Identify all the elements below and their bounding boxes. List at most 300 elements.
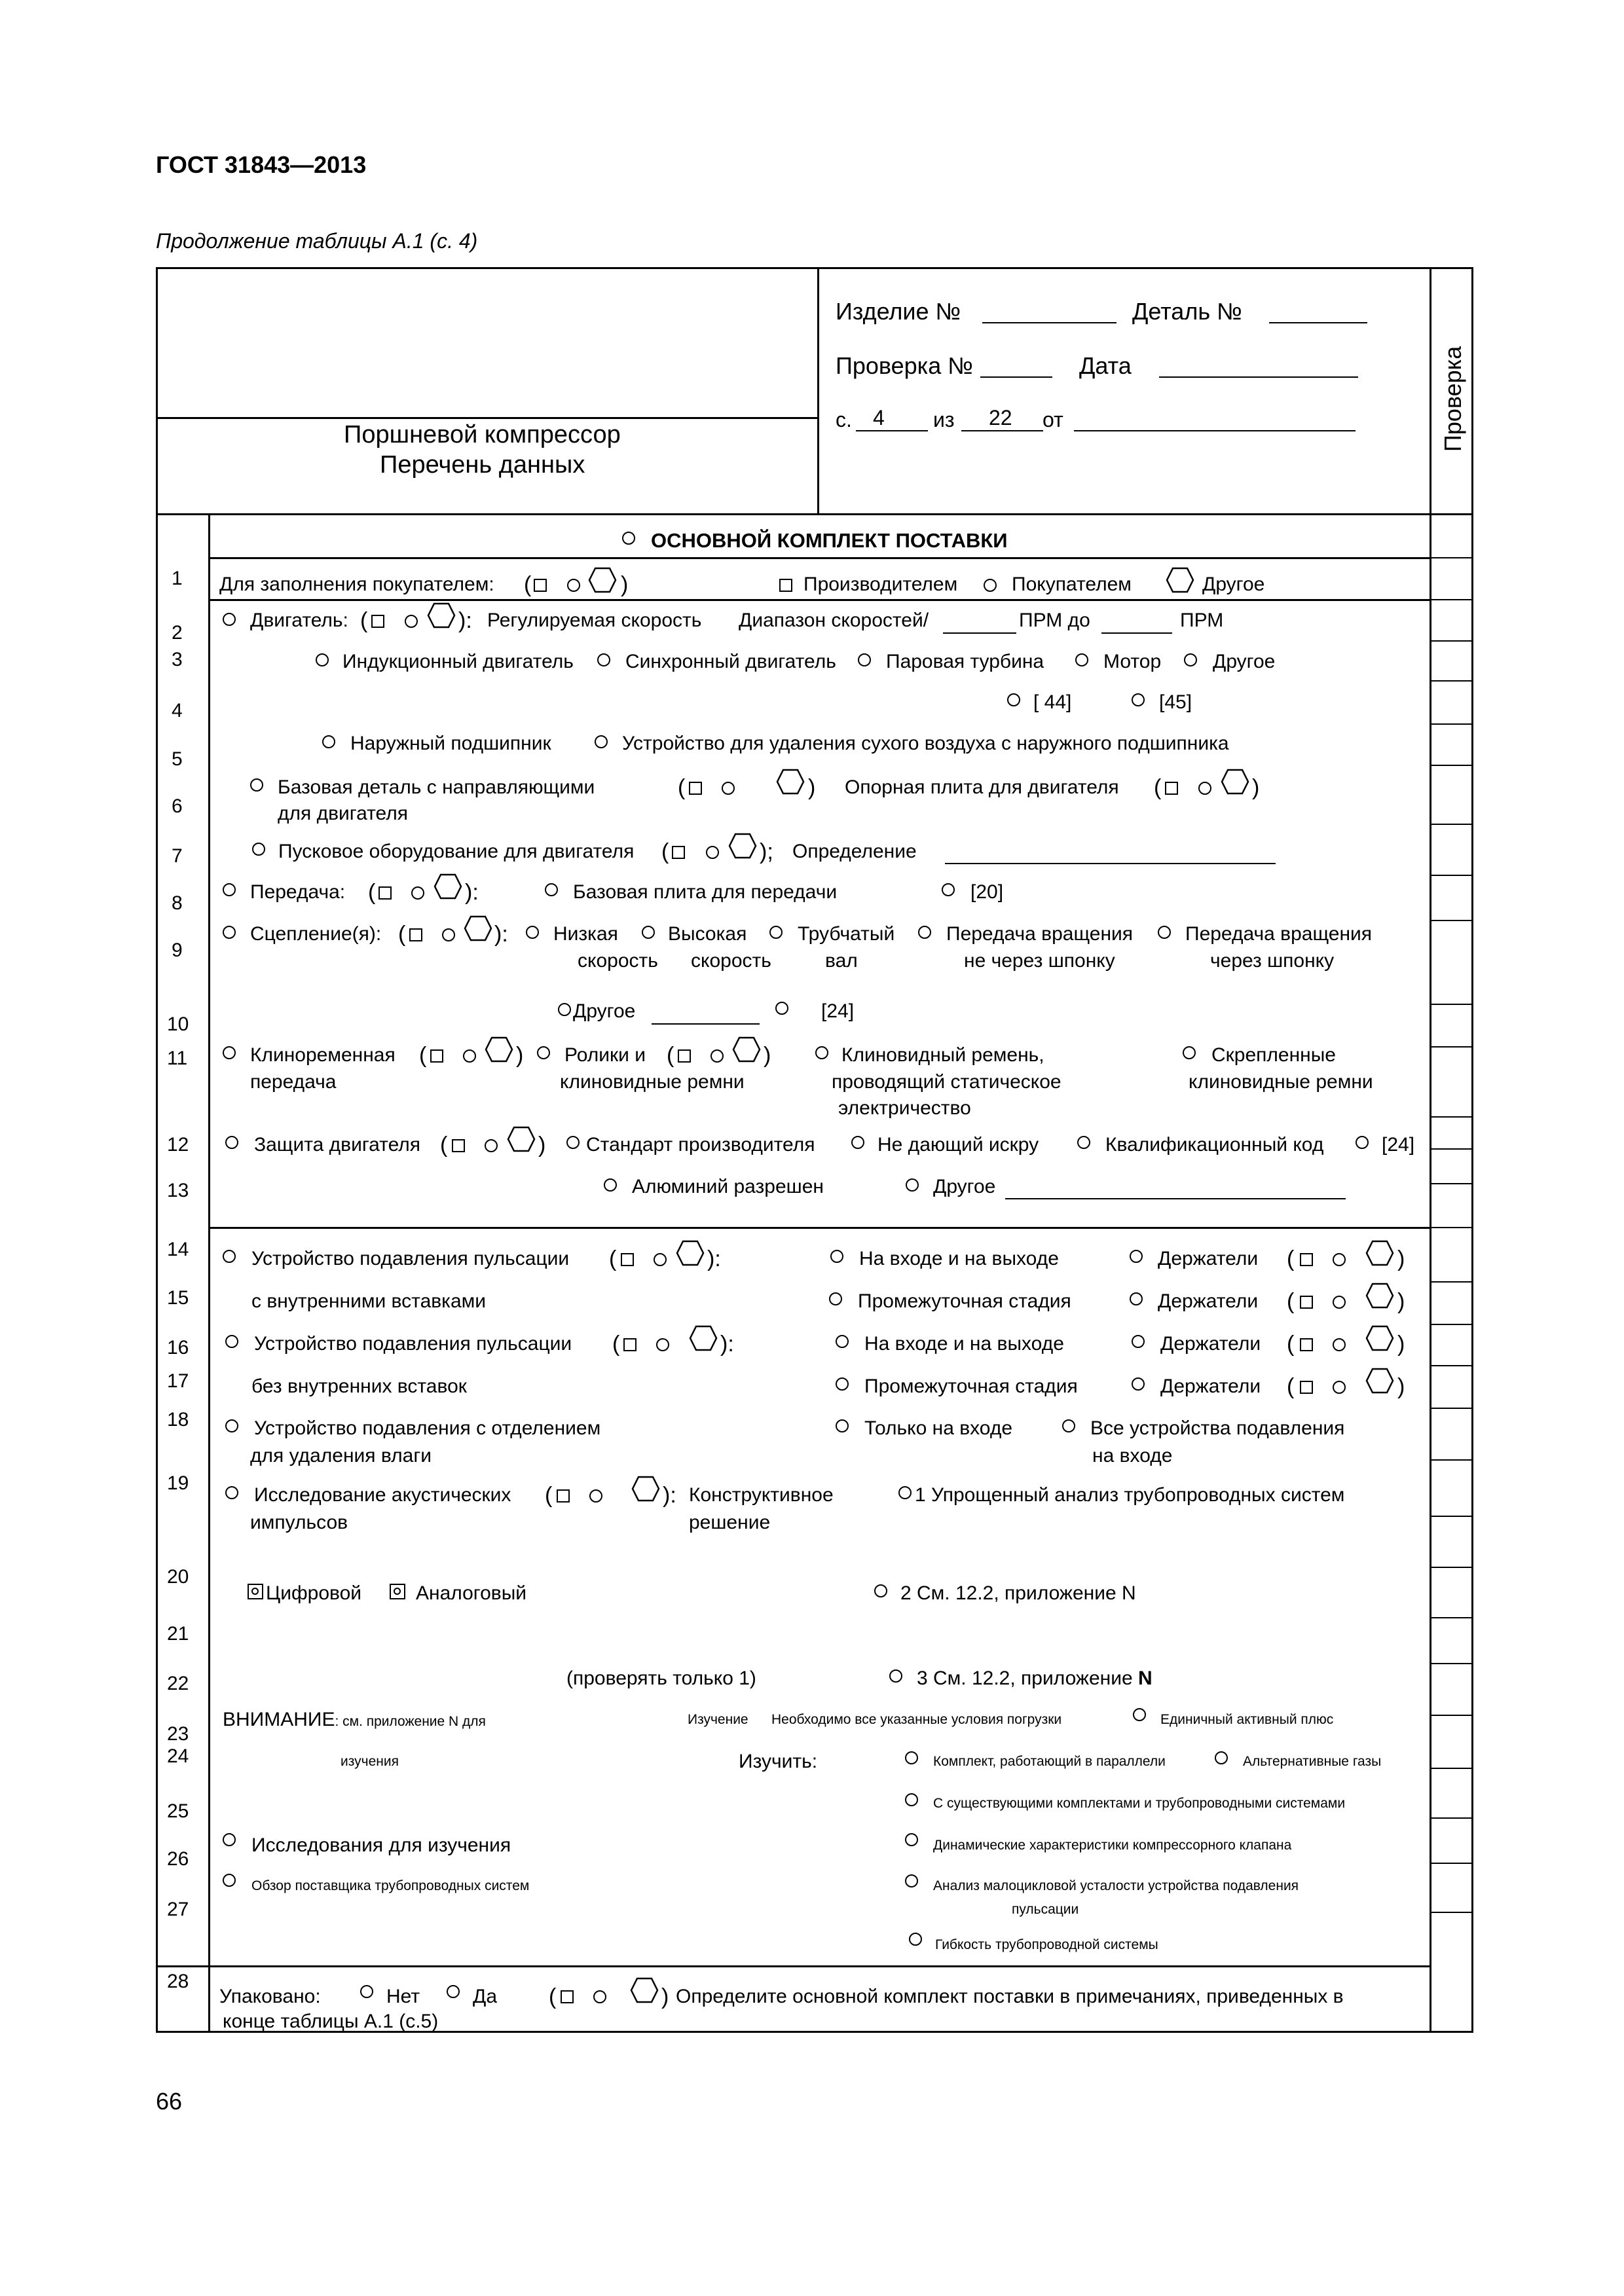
check-cell-line	[1430, 1912, 1473, 1913]
check-cell-line	[1430, 1516, 1473, 1517]
gear-radio[interactable]	[223, 883, 236, 896]
high-speed-label-1: Высокая	[668, 923, 747, 945]
inlet-outlet-radio[interactable]	[836, 1335, 849, 1348]
interstage-label: Промежуточная стадия	[858, 1290, 1071, 1312]
check-only-note: (проверять только 1)	[566, 1667, 756, 1689]
check-no-field[interactable]	[980, 376, 1052, 378]
paren-close: ):	[494, 922, 508, 947]
paren-open: (	[667, 1043, 674, 1068]
packed-no-radio[interactable]	[360, 1985, 373, 1998]
nonspark-radio[interactable]	[851, 1136, 864, 1149]
row-number: 18	[167, 1409, 189, 1430]
other-material-field[interactable]	[1005, 1198, 1346, 1199]
manufacturer-legend-square	[534, 579, 547, 592]
rpm-label: ПРМ	[1180, 610, 1224, 631]
check-cell-line	[1430, 1116, 1473, 1118]
legend-square	[452, 1139, 465, 1152]
speed-min-field[interactable]	[943, 632, 1016, 634]
block-separator-2	[156, 1965, 1430, 1967]
paren-open: (	[1287, 1332, 1295, 1357]
check-cell-line	[1430, 1663, 1473, 1664]
gear-base-label: Базовая плита для передачи	[573, 881, 838, 903]
dry-air-radio[interactable]	[595, 735, 608, 748]
check-cell-line	[1430, 1365, 1473, 1366]
design-label-2: решение	[689, 1512, 771, 1533]
total-pages-value[interactable]: 22	[989, 406, 1012, 429]
from-label: от	[1043, 408, 1063, 431]
other-legend-hexagon	[588, 567, 617, 593]
check-cell-line	[1430, 1408, 1473, 1409]
packed-no-label: Нет	[386, 1986, 420, 2007]
row-number: 26	[167, 1848, 189, 1870]
paren-open: (	[360, 608, 368, 633]
legend-circle	[1198, 782, 1211, 795]
attention-label	[223, 1710, 486, 1730]
tube-shaft-label-2: вал	[825, 950, 858, 972]
buyer-label: Покупателем	[1012, 574, 1132, 595]
row-number: 4	[172, 700, 183, 721]
paren-close: )	[1397, 1247, 1405, 1271]
row-number: 11	[167, 1048, 188, 1069]
no-inserts-label: без внутренних вставок	[251, 1376, 467, 1397]
packed-yes-radio[interactable]	[447, 1985, 460, 1998]
vendor-review-radio[interactable]	[223, 1874, 236, 1887]
paren-close: )	[1397, 1374, 1405, 1399]
option3-label	[917, 1669, 1153, 1688]
interstage-radio[interactable]	[829, 1292, 842, 1305]
with-inserts-label: с внутренними вставками	[251, 1290, 487, 1312]
low-speed-label-2: скорость	[578, 950, 658, 972]
holders-radio[interactable]	[1132, 1335, 1145, 1348]
legend-hexagon	[631, 1476, 660, 1502]
row-number: 3	[172, 649, 183, 670]
paren-close: )	[764, 1043, 771, 1068]
aluminum-radio[interactable]	[604, 1178, 617, 1192]
legend-hexagon	[507, 1126, 536, 1152]
legend-square	[430, 1049, 443, 1063]
packed-label: Упаковано:	[219, 1986, 321, 2007]
engine-label: Мотор	[1103, 651, 1162, 672]
check-cell-line	[1430, 723, 1473, 725]
row1-line	[208, 599, 1430, 601]
analog-label: Аналоговый	[416, 1582, 527, 1604]
legend-circle	[722, 782, 735, 795]
check-cell-line	[1430, 1227, 1473, 1228]
gear-base-radio[interactable]	[545, 883, 558, 896]
paren-close: )	[1397, 1332, 1405, 1357]
page-field	[856, 430, 928, 431]
vbelt-label-1: Клиноременная	[250, 1044, 396, 1066]
low-speed-label-1: Низкая	[553, 923, 618, 945]
row-number: 15	[167, 1287, 189, 1309]
check-cell-line	[1430, 1768, 1473, 1769]
check-cell-line	[1430, 1281, 1473, 1283]
paren-open: (	[398, 922, 406, 947]
definition-label: Определение	[792, 841, 917, 862]
vbelt-radio[interactable]	[223, 1046, 236, 1059]
legend-square	[623, 1338, 637, 1351]
flexibility-radio[interactable]	[909, 1933, 922, 1946]
legend-circle	[656, 1338, 669, 1351]
row-number: 5	[172, 748, 183, 770]
date-label: Дата	[1079, 352, 1132, 379]
separator-label-2: для удаления влаги	[250, 1445, 432, 1467]
pulsation-inserts-radio[interactable]	[223, 1250, 236, 1263]
check-cell-line	[1430, 640, 1473, 642]
fatigue-label-2: пульсации	[1012, 1902, 1079, 1917]
digital-checkbox[interactable]	[248, 1584, 263, 1599]
keyless-radio[interactable]	[918, 926, 931, 939]
manufacturer-checkbox[interactable]	[779, 579, 792, 592]
high-speed-radio[interactable]	[642, 926, 655, 939]
paren-close: ):	[465, 880, 479, 905]
paren-close: ):	[720, 1332, 734, 1357]
definition-field[interactable]	[945, 863, 1276, 864]
ref24-radio[interactable]	[1356, 1136, 1369, 1149]
separator-radio[interactable]	[225, 1419, 238, 1432]
row-number: 16	[167, 1337, 189, 1358]
study-note: Необходимо все указанные условия погрузки	[771, 1712, 1062, 1727]
low-speed-radio[interactable]	[526, 926, 539, 939]
check-cell-line	[1430, 1004, 1473, 1005]
holders-label: Держатели	[1160, 1376, 1261, 1397]
row-number: 12	[167, 1134, 189, 1156]
row-number: 25	[167, 1800, 189, 1822]
row-number: 7	[172, 845, 183, 867]
legend-square	[621, 1253, 634, 1266]
legend-square	[409, 928, 422, 941]
legend-hexagon	[464, 915, 492, 941]
number-column-line	[208, 513, 210, 2033]
simplified-analysis-radio[interactable]	[898, 1486, 912, 1499]
outer-bearing-label: Наружный подшипник	[350, 733, 551, 754]
legend-hexagon	[689, 1325, 718, 1351]
row-number: 1	[172, 568, 183, 589]
ref44-label: [ 44]	[1033, 691, 1072, 713]
legend-hexagon	[434, 873, 462, 900]
legend-square	[557, 1489, 570, 1503]
paren-close: )	[661, 1984, 669, 2009]
inlet-only-radio[interactable]	[836, 1419, 849, 1432]
row-number: 20	[167, 1566, 189, 1588]
check-cell-line	[1430, 1046, 1473, 1048]
parallel-radio[interactable]	[905, 1751, 918, 1764]
studies-label: Исследования для изучения	[251, 1834, 511, 1856]
vendor-std-label: Стандарт производителя	[586, 1134, 815, 1156]
row-number: 28	[167, 1971, 189, 1992]
paren-open: (	[524, 572, 532, 597]
option3-label-bold: N	[1138, 1667, 1153, 1689]
motor-radio[interactable]	[223, 613, 236, 626]
page-number: 66	[156, 2088, 183, 2115]
motor-label: Двигатель:	[250, 610, 348, 631]
head-bottom-line	[156, 513, 1473, 515]
speed-range-label: Диапазон скоростей/	[739, 610, 929, 631]
other-material-label: Другое	[933, 1176, 996, 1197]
option2-label: 2 См. 12.2, приложение N	[900, 1582, 1136, 1604]
tube-shaft-radio[interactable]	[769, 926, 783, 939]
single-plus-radio[interactable]	[1133, 1708, 1146, 1721]
buyer-fill-label: Для заполнения покупателем:	[219, 574, 494, 595]
single-plus-label: Единичный активный плюс	[1160, 1712, 1334, 1727]
flexibility-label: Гибкость трубопроводной системы	[935, 1937, 1158, 1952]
ref24-label: [24]	[1382, 1134, 1415, 1156]
paren-close: ):	[707, 1247, 721, 1271]
paren-open: (	[1287, 1374, 1295, 1399]
pulsation-noinserts-label: Устройство подавления пульсации	[254, 1333, 572, 1355]
fatigue-radio[interactable]	[905, 1874, 918, 1887]
attention-word: ВНИМАНИЕ	[223, 1709, 335, 1730]
legend-circle	[1333, 1381, 1346, 1394]
legend-hexagon	[1365, 1240, 1394, 1266]
legend-hexagon	[1365, 1325, 1394, 1351]
section-title: ОСНОВНОЙ КОМПЛЕКТ ПОСТАВКИ	[651, 529, 1008, 552]
ref24-radio[interactable]	[775, 1002, 788, 1015]
motor-guard-radio[interactable]	[225, 1136, 238, 1149]
other-coupling-field[interactable]	[652, 1023, 760, 1025]
simplified-analysis-label: 1 Упрощенный анализ трубопроводных систем	[915, 1484, 1345, 1506]
manufacturer-label: Производителем	[803, 574, 958, 595]
holders-label: Держатели	[1158, 1248, 1259, 1269]
rollers-label-2: клиновидные ремни	[560, 1071, 745, 1093]
check-cell-line	[1430, 1567, 1473, 1568]
base-rails-radio[interactable]	[250, 778, 263, 792]
base-rails-label-1: Базовая деталь с направляющими	[278, 776, 595, 798]
section-radio[interactable]	[622, 532, 635, 545]
legend-circle	[463, 1049, 476, 1063]
ref45-label: [45]	[1159, 691, 1192, 713]
paren-open: (	[1287, 1247, 1295, 1271]
for-study-label: изучения	[341, 1754, 399, 1769]
buyer-radio[interactable]	[984, 579, 997, 592]
pulsation-inserts-label: Устройство подавления пульсации	[251, 1248, 570, 1269]
legend-circle	[706, 846, 719, 859]
outer-bearing-radio[interactable]	[322, 735, 335, 748]
head-subline	[156, 417, 817, 419]
fatigue-label-1: Анализ малоцикловой усталости устройства подавления	[933, 1878, 1299, 1893]
option2-radio[interactable]	[874, 1584, 887, 1597]
qual-code-label: Квалификационный код	[1105, 1134, 1324, 1156]
starting-equipment-radio[interactable]	[252, 843, 265, 856]
static-belt-label-1: Клиновидный ремень,	[841, 1044, 1044, 1066]
legend-circle	[1333, 1338, 1346, 1351]
other-label: Другое	[1213, 651, 1276, 672]
coupling-radio[interactable]	[223, 926, 236, 939]
legend-hexagon	[776, 769, 805, 795]
soleplate-label: Опорная плита для двигателя	[845, 776, 1119, 798]
from-field[interactable]	[1074, 430, 1356, 431]
item-no-field[interactable]	[982, 322, 1116, 323]
holders-radio[interactable]	[1130, 1250, 1143, 1263]
valve-dynamics-label: Динамические характеристики компрессорного клапана	[933, 1838, 1292, 1853]
keyed-label-2: через шпонку	[1210, 950, 1335, 972]
page-prefix: с.	[836, 408, 852, 431]
other-hexagon-marker[interactable]	[1166, 567, 1194, 593]
alt-gases-label: Альтернативные газы	[1243, 1754, 1382, 1769]
engine-radio[interactable]	[1075, 653, 1088, 666]
synchronous-radio[interactable]	[597, 653, 610, 666]
analog-checkbox[interactable]	[390, 1584, 405, 1599]
row-number: 13	[167, 1180, 189, 1201]
check-cell-line	[1430, 1324, 1473, 1325]
induction-label: Индукционный двигатель	[342, 651, 574, 672]
option3-radio[interactable]	[889, 1669, 902, 1683]
total-pages-field	[961, 430, 1043, 431]
paren-open: (	[419, 1043, 427, 1068]
all-inlet-label-1: Все устройства подавления	[1090, 1417, 1345, 1439]
other-material-radio[interactable]	[906, 1178, 919, 1192]
row-number: 17	[167, 1370, 189, 1392]
rollers-radio[interactable]	[537, 1046, 550, 1059]
legend-hexagon	[728, 833, 757, 859]
acoustic-label-1: Исследование акустических	[254, 1484, 511, 1506]
row-number: 27	[167, 1899, 189, 1920]
digital-label: Цифровой	[266, 1582, 362, 1604]
gear-label: Передача:	[250, 881, 346, 903]
interstage-radio[interactable]	[836, 1377, 849, 1391]
legend-square	[1300, 1338, 1313, 1351]
holders-radio[interactable]	[1130, 1292, 1143, 1305]
legend-square	[1300, 1381, 1313, 1394]
alt-gases-radio[interactable]	[1215, 1751, 1228, 1764]
legend-square	[678, 1049, 691, 1063]
row-number: 22	[167, 1673, 189, 1694]
vendor-review-label: Обзор поставщика трубопроводных систем	[251, 1878, 530, 1893]
ref45-radio[interactable]	[1132, 693, 1145, 706]
vendor-std-radio[interactable]	[566, 1136, 580, 1149]
form-title-line2: Перечень данных	[380, 451, 585, 479]
ref24-label: [24]	[821, 1000, 855, 1022]
ref44-radio[interactable]	[1007, 693, 1020, 706]
other-radio[interactable]	[1184, 653, 1197, 666]
item-no-label: Изделие №	[836, 298, 961, 325]
check-no-label: Проверка №	[836, 352, 973, 379]
check-cell-line	[1430, 1715, 1473, 1716]
inlet-outlet-label: На входе и на выходе	[859, 1248, 1059, 1269]
legend-hexagon	[630, 1977, 659, 2003]
bonded-belts-label-2: клиновидные ремни	[1189, 1071, 1373, 1093]
ref20-radio[interactable]	[942, 883, 955, 896]
check-cell-line	[1430, 1817, 1473, 1819]
row-number: 2	[172, 622, 183, 644]
static-belt-radio[interactable]	[815, 1046, 828, 1059]
legend-circle	[1333, 1253, 1346, 1266]
row-number: 23	[167, 1723, 189, 1745]
studies-radio[interactable]	[223, 1833, 236, 1846]
variable-speed-label: Регулируемая скорость	[487, 610, 702, 631]
rpm-to-label: ПРМ до	[1019, 610, 1090, 631]
table-caption: Продолжение таблицы А.1 (с. 4)	[156, 229, 478, 253]
qual-code-radio[interactable]	[1077, 1136, 1090, 1149]
paren-close: )	[516, 1043, 524, 1068]
separator-label-1: Устройство подавления с отделением	[254, 1417, 601, 1439]
synchronous-label: Синхронный двигатель	[625, 651, 836, 672]
legend-hexagon	[732, 1036, 761, 1063]
static-belt-label-3: электричество	[838, 1097, 971, 1119]
holders-radio[interactable]	[1132, 1377, 1145, 1391]
check-cell-line	[1430, 1459, 1473, 1461]
buyer-legend-circle	[567, 579, 580, 592]
rollers-label-1: Ролики и	[564, 1044, 646, 1066]
paren-open: (	[549, 1984, 557, 2009]
all-inlet-radio[interactable]	[1062, 1419, 1075, 1432]
steam-turbine-label: Паровая турбина	[886, 651, 1044, 672]
row-number: 6	[172, 795, 183, 817]
coupling-label: Сцепление(я):	[250, 923, 382, 945]
legend-circle	[411, 886, 424, 900]
paren-open: (	[1154, 775, 1162, 800]
study-label: Изучение	[688, 1712, 748, 1727]
valve-dynamics-radio[interactable]	[905, 1833, 918, 1846]
legend-square	[371, 615, 384, 628]
check-cell-line	[1430, 557, 1473, 558]
check-cell-line	[1430, 824, 1473, 825]
base-rails-label-2: для двигателя	[278, 803, 408, 824]
paren-close: );	[760, 839, 773, 864]
paren-open: (	[609, 1247, 617, 1271]
existing-systems-radio[interactable]	[905, 1793, 918, 1806]
paren-close: )	[621, 572, 629, 597]
check-cell-line	[1430, 1148, 1473, 1150]
attention-note: : см. приложение N для	[335, 1714, 486, 1729]
legend-circle	[1333, 1296, 1346, 1309]
legend-hexagon	[1365, 1368, 1394, 1394]
inlet-outlet-label: На входе и на выходе	[864, 1333, 1064, 1355]
row-number: 14	[167, 1239, 189, 1260]
legend-circle	[589, 1489, 602, 1503]
inlet-outlet-radio[interactable]	[830, 1250, 843, 1263]
legend-square	[378, 886, 392, 900]
part-no-field[interactable]	[1269, 322, 1367, 323]
check-cell-line	[1430, 765, 1473, 766]
high-speed-label-2: скорость	[691, 950, 771, 972]
vbelt-label-2: передача	[250, 1071, 337, 1093]
page-value[interactable]: 4	[873, 406, 885, 429]
interstage-label: Промежуточная стадия	[864, 1376, 1078, 1397]
aluminum-label: Алюминий разрешен	[632, 1176, 824, 1197]
pulsation-noinserts-radio[interactable]	[225, 1335, 238, 1348]
legend-hexagon	[427, 602, 456, 629]
steam-turbine-radio[interactable]	[858, 653, 871, 666]
keyless-label-1: Передача вращения	[946, 923, 1134, 945]
date-field[interactable]	[1159, 376, 1358, 378]
dry-air-label: Устройство для удаления сухого воздуха с наружного подшипника	[622, 733, 1229, 754]
legend-square	[561, 1990, 574, 2003]
check-cell-line	[1430, 1617, 1473, 1618]
motor-guard-label: Защита двигателя	[254, 1134, 421, 1156]
define-scope-line1: Определите основной комплект поставки в примечаниях, приведенных в	[676, 1986, 1344, 2007]
of-label: из	[933, 408, 955, 431]
block-separator-1	[208, 1227, 1430, 1229]
legend-square	[672, 846, 685, 859]
keyless-label-2: не через шпонку	[964, 950, 1115, 972]
nonspark-label: Не дающий искру	[877, 1134, 1039, 1156]
legend-hexagon	[1221, 769, 1249, 795]
keyed-radio[interactable]	[1158, 926, 1171, 939]
paren-open: (	[368, 880, 376, 905]
acoustic-radio[interactable]	[225, 1486, 238, 1499]
other-coupling-label: Другое	[573, 1000, 636, 1022]
bonded-belts-radio[interactable]	[1183, 1046, 1196, 1059]
legend-square	[1300, 1296, 1313, 1309]
induction-radio[interactable]	[316, 653, 329, 666]
check-cell-line	[1430, 599, 1473, 600]
define-scope-line2: конце таблицы А.1 (с.5)	[223, 2011, 439, 2032]
speed-max-field[interactable]	[1101, 632, 1172, 634]
other-coupling-radio[interactable]	[558, 1003, 571, 1016]
paren-close: )	[538, 1133, 546, 1157]
packed-yes-label: Да	[473, 1986, 498, 2007]
